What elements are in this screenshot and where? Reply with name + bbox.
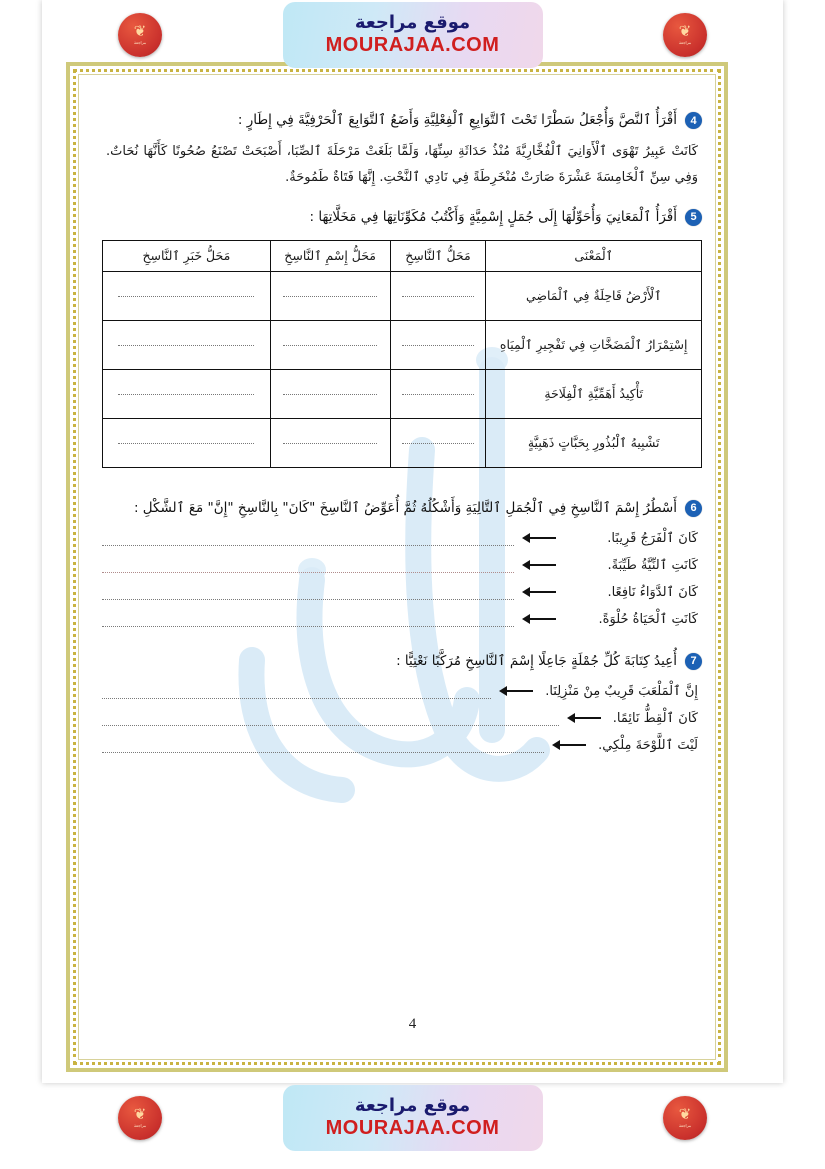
table-header-row [103,240,702,271]
logo-caption: مراجعة [134,40,147,46]
table-cell-meaning: ٱلْأَرْضُ قَاحِلَةٌ فِي ٱلْمَاضِي [486,271,702,320]
exercise-4-header [102,110,702,131]
bottom-watermark-banner [0,1083,825,1153]
answer-dotted-line [402,344,475,346]
logo-caption: مراجعة [679,1123,692,1129]
top-watermark-banner [0,0,825,70]
page-number: 4 [408,1016,417,1032]
exercise-7 [102,651,702,753]
logo-caption: مراجعة [679,40,692,46]
arrow-icon [567,712,601,724]
table-row [103,320,702,369]
brand-url: MOURAJAA.COM [325,33,500,56]
brand-logo-right-icon [663,13,707,57]
answer-dotted-line [283,344,377,346]
list-item [102,558,698,573]
table-row [103,271,702,320]
column-header-meaning: ٱلْمَعْنَى [486,240,702,271]
exercise-4 [102,110,702,191]
table-cell-answer-ism[interactable] [270,320,390,369]
table-cell-answer-nasikh[interactable] [390,418,486,467]
brand-title-ar: موقع مراجعة [354,12,471,34]
answer-blank[interactable] [102,738,544,753]
nasikh-table [102,240,702,468]
arrow-icon [499,685,533,697]
sentence-text: إِنَّ ٱلْمَلْعَبَ قَرِيبٌ مِنْ مَنْزِلِنَا. [545,683,698,699]
answer-blank[interactable] [102,711,559,726]
brand-pill [283,1085,543,1151]
worksheet-page [42,0,783,1083]
list-item [102,531,698,546]
table-cell-answer-khabar[interactable] [103,271,271,320]
table-cell-answer-khabar[interactable] [103,369,271,418]
exercise-6-number: 6 [685,500,702,517]
answer-dotted-line [402,442,475,444]
table-row [103,369,702,418]
arrow-icon [522,613,556,625]
brand-url: MOURAJAA.COM [325,1116,500,1139]
exercise-5-header [102,207,702,228]
sentence-text: لَيْتَ ٱللَّوْحَةَ مِلْكِي. [598,737,698,753]
exercise-7-header [102,651,702,672]
answer-dotted-line [402,393,475,395]
table-cell-answer-ism[interactable] [270,418,390,467]
brand-title-ar: موقع مراجعة [354,1095,471,1117]
answer-blank[interactable] [102,612,514,627]
sentence-text: كَانَ ٱلدَّوَاءُ نَافِعًا. [607,584,698,600]
logo-mark-icon: ❦ [133,22,147,41]
list-item [102,612,698,627]
answer-dotted-line [402,295,475,297]
exercise-4-title: أَقْرَأُ ٱلنَّصَّ وَأُجْعَلُ سَطْرًا تَحْتَ ٱلتَّوَابِعِ ٱلْفِعْلِيَّةِ وَأَضَعُ ٱلتَّوَابِعَ ٱلْحَرْفِيَّةَ فِي إِطَارٍ : [237,112,677,128]
list-item [102,684,698,699]
table-row [103,418,702,467]
column-header-nasikh: مَحَلُّ ٱلنَّاسِخِ [390,240,486,271]
brand-logo-right-icon [663,1096,707,1140]
exercise-4-passage: كَانَتْ عَبِيرُ تَهْوَى ٱلْأَوَانِيَ ٱلْفُخَّارِيَّةَ مُنْذُ حَدَاثَةِ سِنِّهَا، وَلَمَّا بَلَغَتْ مَرْحَلَةَ ٱلصِّبَا، أَصْبَحَتْ تَصْنَعُ صُحُونًا كَأَنَّهَا نُحَاتٌ. وَفِي سِنِّ ٱلْخَامِسَةَ عَشْرَةَ صَارَتْ مُنْخَرِطَةً فِي نَادِي ٱلنَّحْتِ. إِنَّهَا فَتَاةٌ طَمُوحَةٌ. [106,143,698,185]
exercise-4-number: 4 [685,112,702,129]
exercise-7-title: أُعِيدُ كِتَابَةَ كُلِّ جُمْلَةٍ جَاعِلًا إِسْمَ ٱلنَّاسِخِ مُرَكَّبًا نَعْتِيًّا : [396,652,677,669]
worksheet-content [102,110,702,757]
list-item [102,585,698,600]
answer-blank[interactable] [102,558,514,573]
brand-pill [283,2,543,68]
arrow-icon [522,532,556,544]
logo-mark-icon: ❦ [678,22,692,41]
column-header-ism-nasikh: مَحَلُّ إِسْمِ ٱلنَّاسِخِ [270,240,390,271]
table-cell-meaning: إِسْتِمْرَارُ ٱلْمَضَخَّاتِ فِي تَفْجِيرِ ٱلْمِيَاهِ [486,320,702,369]
sentence-text: كَانَ ٱلْفَرَجُ قَرِيبًا. [607,530,698,546]
answer-dotted-line [118,442,254,444]
table-cell-answer-nasikh[interactable] [390,271,486,320]
exercise-5-number: 5 [685,209,702,226]
answer-dotted-line [118,344,254,346]
logo-mark-icon: ❦ [133,1105,147,1124]
table-cell-answer-ism[interactable] [270,369,390,418]
arrow-icon [522,586,556,598]
table-cell-meaning: تَشْبِيهُ ٱلْبُذُورِ بِحَبَّاتٍ ذَهَبِيَّةٍ [486,418,702,467]
table-cell-answer-nasikh[interactable] [390,369,486,418]
answer-dotted-line [283,295,377,297]
exercise-6-items [102,531,702,627]
answer-dotted-line [283,442,377,444]
arrow-icon [552,739,586,751]
answer-dotted-line [118,295,254,297]
sentence-text: كَانَ ٱلْقِطُّ نَائِمًا. [612,710,698,726]
exercise-6-header [102,498,702,519]
list-item [102,738,698,753]
table-cell-answer-khabar[interactable] [103,320,271,369]
exercise-5 [102,207,702,468]
exercise-7-items [102,684,702,753]
logo-caption: مراجعة [134,1123,147,1129]
column-header-khabar-nasikh: مَحَلُّ خَبَرِ ٱلنَّاسِخِ [103,240,271,271]
answer-dotted-line [118,393,254,395]
sentence-text: كَانَتِ ٱلْحَيَاةُ حُلْوَةً. [598,611,698,627]
answer-blank[interactable] [102,531,514,546]
arrow-icon [522,559,556,571]
table-cell-answer-ism[interactable] [270,271,390,320]
brand-logo-left-icon [118,13,162,57]
exercise-6 [102,498,702,627]
exercise-6-title: أَسْطُرُ إِسْمَ ٱلنَّاسِخِ فِي ٱلْجُمَلِ ٱلتَّالِيَةِ وَأَشْكُلُهُ ثُمَّ أُعَوِّضُ ٱلنَّاسِخَ "كَانَ" بِالنَّاسِخِ "إِنَّ" مَعَ ٱلشَّكْلِ : [133,499,677,516]
exercise-7-number: 7 [685,653,702,670]
answer-blank[interactable] [102,684,491,699]
sentence-text: كَانَتِ ٱلنِّيَّةُ طَيِّبَةً. [607,557,698,573]
table-cell-meaning: تَأْكِيدُ أَهَمِّيَّةِ ٱلْفِلَاحَةِ [486,369,702,418]
exercise-5-title: أَقْرَأُ ٱلْمَعَانِيَ وَأُحَوِّلُهَا إِلَى جُمَلٍ إِسْمِيَّةٍ وَأَكْتُبُ مُكَوِّنَاتِهَا فِي مَخَلَّاتِهَا : [309,208,677,225]
answer-dotted-line [283,393,377,395]
list-item [102,711,698,726]
logo-mark-icon: ❦ [678,1105,692,1124]
brand-logo-left-icon [118,1096,162,1140]
table-cell-answer-nasikh[interactable] [390,320,486,369]
table-cell-answer-khabar[interactable] [103,418,271,467]
answer-blank[interactable] [102,585,514,600]
